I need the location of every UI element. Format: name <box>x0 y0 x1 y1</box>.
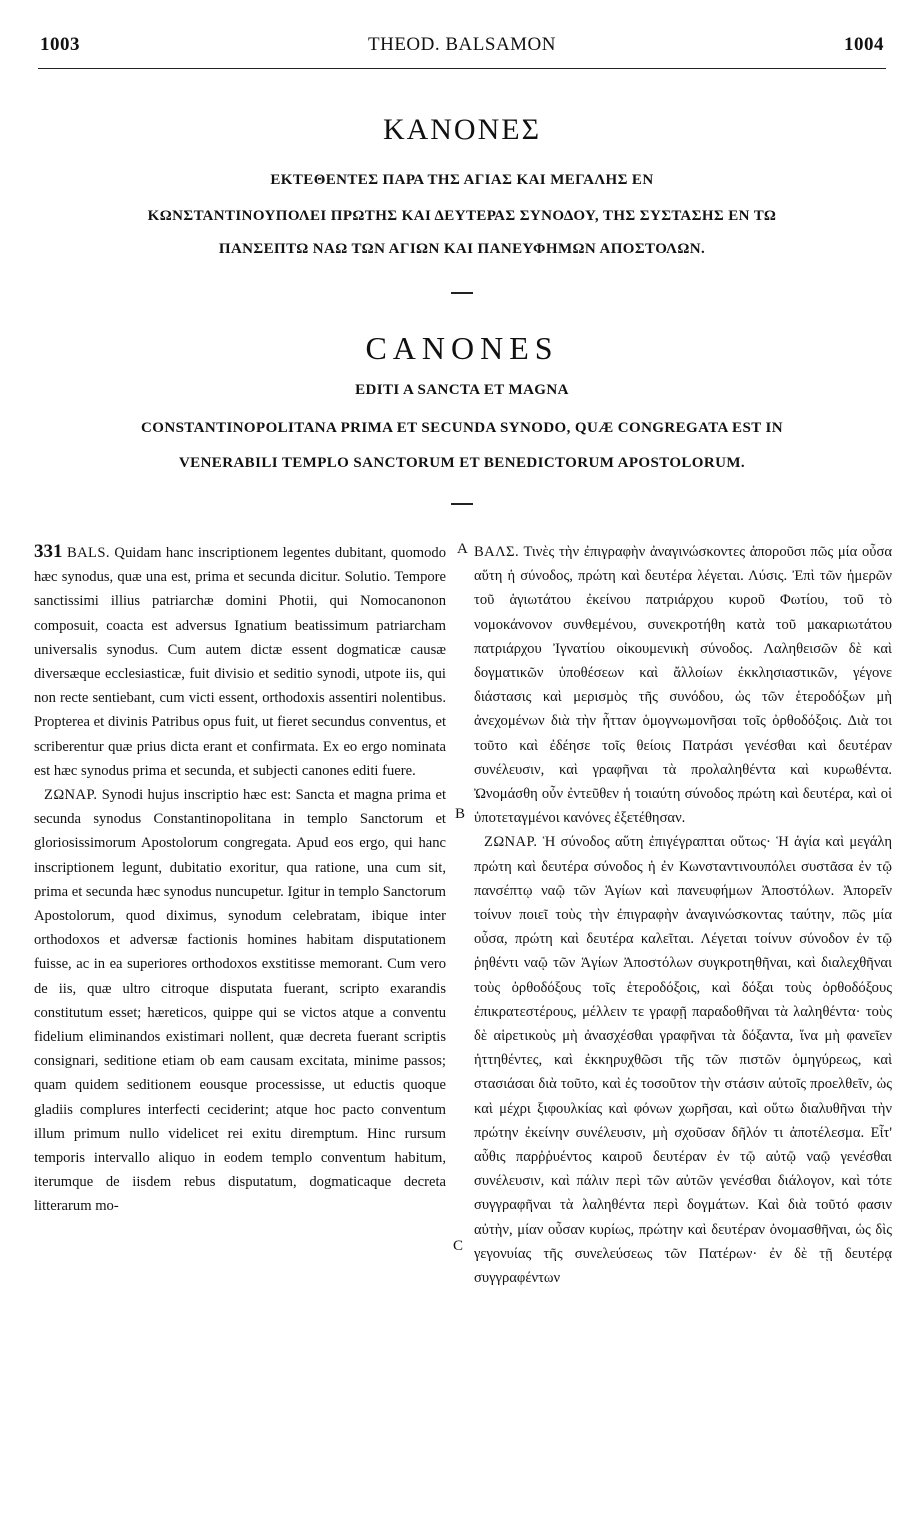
page-number-left: 1003 <box>40 34 80 55</box>
latin-zonar-label: ΖΩΝΑΡ. <box>44 787 98 804</box>
latin-subtitle-line-2: CONSTANTINOPOLITANA PRIMA ET SECUNDA SYNODO, QUÆ CONGREGATA EST IN <box>141 420 783 436</box>
latin-zonar-paragraph <box>34 783 446 1219</box>
header-rule <box>38 68 886 69</box>
latin-column <box>34 540 446 1219</box>
running-header <box>40 34 884 64</box>
greek-subtitle-line-2: ΚΩΝΣΤΑΝΤΙΝΟΥΠΟΛΕΙ ΠΡΩΤΗΣ ΚΑΙ ΔΕΥΤΕΡΑΣ ΣΥΝΟΔΟΥ, ΤΗΣ ΣΥΣΤΑΣΗΣ ΕΝ ΤΩ <box>147 208 777 224</box>
separator-dash-1 <box>451 292 473 294</box>
greek-subtitle-line-3: ΠΑΝΣΕΠΤΩ ΝΑΩ ΤΩΝ ΑΓΙΩΝ ΚΑΙ ΠΑΝΕΥΦΗΜΩΝ ΑΠΟΣΤΟΛΩΝ. <box>218 241 706 257</box>
greek-title: ΚΑΝΟΝΕΣ <box>382 113 542 146</box>
greek-zonar-paragraph <box>474 830 892 1290</box>
latin-title: CANONES <box>365 330 559 366</box>
greek-zonar-label: ΖΩΝΑΡ. <box>484 834 538 851</box>
separator-dash-2 <box>451 503 473 505</box>
latin-bals-label: BALS. <box>66 545 110 561</box>
greek-bals-text: Τινὲς τὴν ἐπιγραφὴν ἀναγινώσκοντες ἀποροῦσι πῶς μία οὖσα αὕτη ἡ σύνοδος, πρώτη καὶ δευτέρα λέγεται. Λύσις. Ἐπὶ τῶν ἡμερῶν τοῦ ἁγιωτάτου ἐκείνου πατριάρχου κυροῦ Φωτίου, τοῦ τὸ νομοκάνονον συνθεμένου, συνεκροτήθη κατὰ τοῦ μακαριωτάτου πατριάρχου Ἰγνατίου οἰκουμενικὴ σύνοδος. Λαληθεισῶν δὲ καὶ δογματικῶν ὑποθέσεων καὶ ἄλλοίων ἐκκλησιαστικῶν, γέγονε διάστασις καὶ μερισμὸς τῆς συνόδου, ὡς τῶν ἑτεροδόξων μὴ ἀνεχομένων διὰ τὴν ἧτταν ὁμογνωμονῆσαι τοῖς ὀρθοδόξοις. Διὰ τοι τοῦτο καὶ ἐδέησε τοῖς θείοις Πατράσι γενέσθαι καὶ δευτέραν συνέλευσιν, καὶ γραφῆναι τὰ προλαληθέντα καὶ κυρωθέντα. Ὠνομάσθη οὖν ἐντεῦθεν ἡ τοιαύτη σύνοδος πρώτη καὶ δευτέρα, καὶ οἱ ὑποτεταγμένοι κανόνες ἐξετέθησαν. <box>474 544 892 827</box>
page-number-right: 1004 <box>844 34 884 55</box>
margin-letter-b: B <box>455 806 466 822</box>
greek-zonar-text: Ἡ σύνοδος αὕτη ἐπιγέγραπται οὕτως· Ἡ ἁγία καὶ μεγάλη πρώτη καὶ δευτέρα σύνοδος ἡ ἐν Κωνσταντινουπόλει συστᾶσα ἐν τῷ πανσέπτῳ ναῷ τῶν Ἁγίων καὶ πανευφήμων Ἀποστόλων. Ἀπορεῖν τοίνυν ποιεῖ τοὺς τὴν ἐπιγραφὴν ἀναγινώσκοντας ταύτην, πῶς μία οὖσα, πρώτη καὶ δευτέρα καλεῖται. Λέγεται τοίνυν σύνοδον ἐν τῷ ῥηθέντι ναῷ τῶν Ἁγίων Ἀποστόλων συγκροτηθῆναι, καὶ διαλεχθῆναι τοὺς ὀρθοδόξους τοῖς ἑτεροδόξοις, καὶ δόξαι τοὺς ὀρθοδόξους ἐπικρατεστέρους, μέλλειν τε γραφῇ παραδοθῆναι τὰ λαληθέντα· τοὺς δὲ αἱρετικοὺς μὴ ἀνασχέσθαι γραφῆναι τὰ δόξαντα, ἵνα μὴ φανεῖεν ἡττηθέντες, καὶ ἐκκηρυχθῶσι τῆς τῶν πιστῶν ὁμηγύρεως, καὶ στασιάσαι διὰ τοῦτο, καὶ ἐς τοσοῦτον τὴν στάσιν αὐτοῖς προελθεῖν, ὡς καὶ μέχρι ξιφουλκίας καὶ φόνων χωρῆσαι, καὶ οὕτω διαλυθῆναι τὴν πρώτην ἐκείνην συνέλευσιν, μὴ σχοῦσαν δῆλόν τι ἀποτέλεσμα. Εἶτ' αὖθις παρῤῥυέντος καιροῦ δευτέραν ἐν τῷ αὐτῷ ναῷ γενέσθαι συνέλευσιν, καὶ πάλιν περὶ τῶν αὐτῶν γενέσθαι διάλογον, καὶ τότε συγγραφῆναι τὰ λαληθέντα περὶ δογμάτων. Καὶ διὰ τοῦτό φασιν αὐτὴν, μίαν οὖσαν κυρίως, πρώτην καὶ δευτέραν ὀνομασθῆναι, ὡς δὶς γεγονυίας τῆς συνελεύσεως τῶν Πατέρων· ἐν δὲ τῇ δευτέρᾳ συγγραφέντων <box>474 834 892 1287</box>
greek-column <box>474 540 892 1290</box>
latin-bals-text: Quidam hanc inscriptionem legentes dubitant, quomodo hæc synodus, quæ una est, prima et secunda dicitur. Solutio. Tempore sanctissimi illius patriarchæ domini Photii, qui Nomocanonon composuit, coacta est adversus Ignatium beatissimum patriarcham universalis synodus. Cum autem dictæ essent dogmaticæ causæ diversæque ecclesiasticæ, fuit divisio et seditio synodi, utpote iis, qui non recte sentiebant, cum victi essent, orthodoxis assentiri nolentibus. Propterea et divinis Patribus opus fuit, ut fieret secundus conventus, et scriberentur quæ prius dicta erant et confirmata. Ex eo ergo nominata est hæc synodus prima et secunda, et subjecti canones editi fuere. <box>34 545 447 779</box>
greek-bals-label: ΒΑΛΣ. <box>474 544 519 560</box>
column-number: 331 <box>34 541 63 562</box>
running-title: THEOD. BALSAMON <box>368 34 556 55</box>
latin-bals-paragraph <box>34 540 446 783</box>
greek-subtitle-line-1: ΕΚΤΕΘΕΝΤΕΣ ΠΑΡΑ ΤΗΣ ΑΓΙΑΣ ΚΑΙ ΜΕΓΑΛΗΣ ΕΝ <box>270 172 654 188</box>
latin-subtitle-line-1: EDITI A SANCTA ET MAGNA <box>355 382 569 398</box>
margin-letter-a: A <box>457 541 468 557</box>
margin-letter-c: C <box>453 1238 464 1254</box>
latin-subtitle-line-3: VENERABILI TEMPLO SANCTORUM ET BENEDICTORUM APOSTOLORUM. <box>178 455 746 471</box>
greek-bals-paragraph <box>474 540 892 830</box>
latin-zonar-text: Synodi hujus inscriptio hæc est: Sancta et magna prima et secunda synodus Constantinopolitana in templo Sanctorum et gloriosissimorum Apostolorum congregata. Apud eos ergo, qui hanc inscriptionem legunt, dubitatio exoritur, qua ratione, una cum sit, prima et secunda hæc synodus nuncupetur. Igitur in templo Sanctorum Apostolorum, quod diximus, synodum celebratam, ibique inter orthodoxos et adversæ factionis homines habitam disputationem fuisse, ac in ea superiores orthodoxos exstitisse memorant. Cum vero de iis, quæ ultro citroque disputata fuerant, scripto exarandis constitutum esset; hæreticos, quippe qui se victos atque a conventu fidelium eliminandos existimari nollent, quæ decreta fuerant scriptis consignari, seditione etiam ob eam causam excitata, minime passos; quam quidem seditionem eousque processisse, ut eductis quoque gladiis complures interfecti ceciderint; atque hoc pacto conventum illum primum nullo videlicet rei exitu diremptum. Hinc rursum temporis intervallo aliquo in eodem templo conventum habitum, iterumque de iisdem rebus disputatum, dogmaticaque decreta litterarum mo- <box>34 787 447 1215</box>
